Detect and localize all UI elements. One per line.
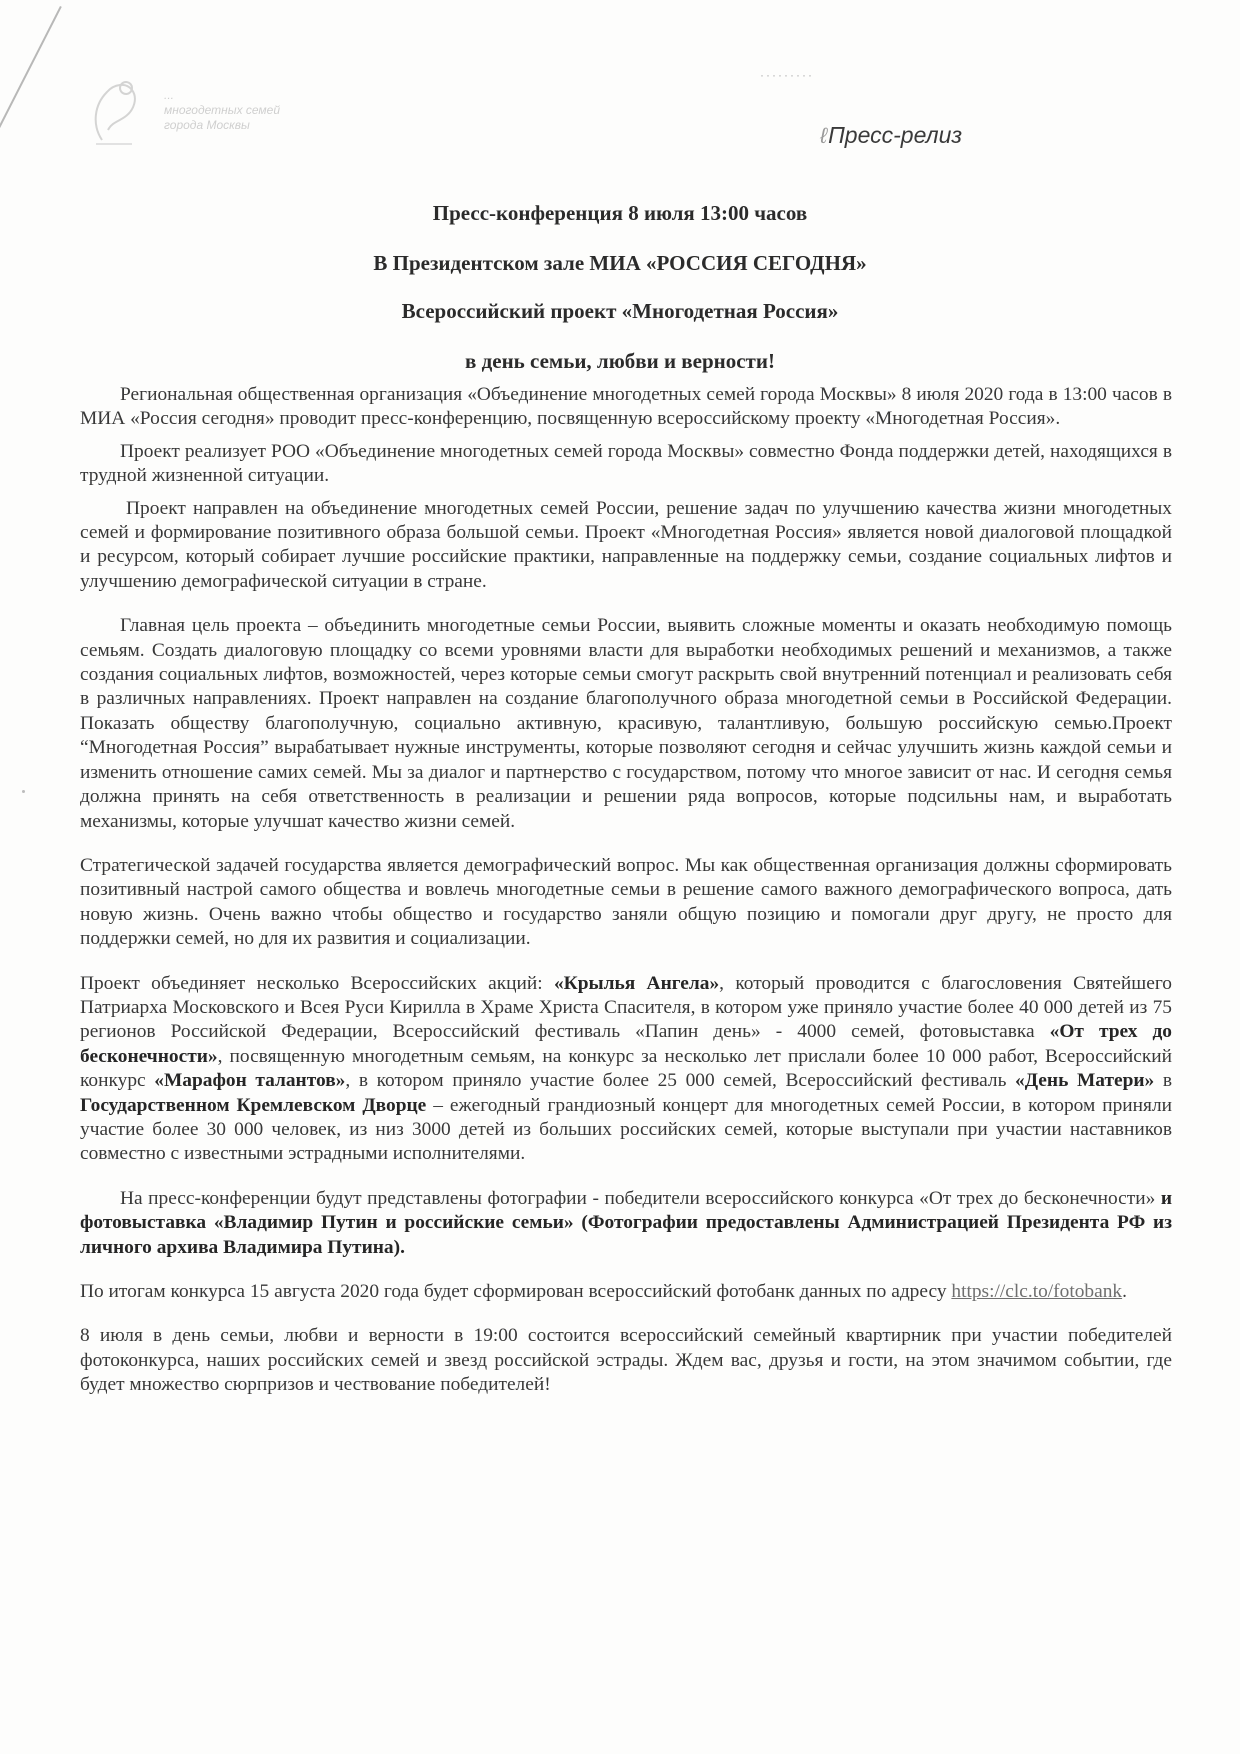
- paragraph-intro: Региональная общественная организация «Объединение многодетных семей города Москвы» 8 июля 2020 года в 13:00 часов в МИА «Россия сегодня» проводит пресс-конференцию, посвященную всероссийскому проекту «Многодетная Россия».: [80, 384, 1172, 430]
- logo-line-3: города Москвы: [164, 118, 250, 132]
- press-release-label: Пресс-релиз: [828, 122, 963, 148]
- paragraph-main-goal: Главная цель проекта – объединить многодетные семьи России, выявить сложные моменты и оказать необходимую помощь семьям. Создать диалоговую площадку со всеми уровнями власти для выработки необходимых решений и механизмов, а также создания социальных лифтов, возможностей, через которые семьи смогут раскрыть свой внутренний потенциал и реализовать себя в различных направлениях. Проект направлен на создание благополучного образа многодетной семьи в Российской Федерации. Показать обществу благополучную, социально активную, красивую, талантливую, большую российскую семью.Проект “Многодетная Россия” вырабатывает нужные инструменты, которые позволяют сегодня и сейчас улучшить жизнь каждой семьи и изменить отношение самих семей. Мы за диалог и партнерство с государством, потому что многое зависит от нас. И сегодня семья должна принять на себя ответственность в реализации и решении ряда вопросов, которые подсильны нам, и выработать механизмы, которые улучшат качество жизни семей.: [80, 615, 1172, 832]
- text-span: в: [1154, 1070, 1173, 1092]
- logo-line-2: многодетных семей: [164, 103, 281, 117]
- heading-date-time: Пресс-конференция 8 июля 13:00 часов: [432, 201, 808, 225]
- scan-speck: [22, 790, 25, 793]
- heading-venue: В Президентском зале МИА «РОССИЯ СЕГОДНЯ»: [373, 251, 867, 275]
- bold-action-talent-marathon: «Марафон талантов»: [154, 1070, 346, 1092]
- logo-text: [164, 88, 280, 133]
- bold-action-mothers-day: «День Матери»: [1015, 1070, 1155, 1092]
- faded-stamp: ·········: [760, 68, 814, 82]
- curl-icon: ℓ: [820, 123, 828, 148]
- paragraph-photobank: [80, 1280, 1172, 1304]
- press-release-tag: [820, 122, 962, 149]
- text-span: .: [1122, 1281, 1127, 1302]
- bold-photo-exhibition: и фотовыставка «Владимир Путин и российские семьи» (Фотографии предоставлены Администрацией Президента РФ из личного архива Владимира Путина).: [80, 1187, 1172, 1258]
- text-span: На пресс-конференции будут представлены фотографии - победители всероссийского конкурса «От трех до бесконечности»: [120, 1187, 1161, 1209]
- bold-action-three-to-infinity: «От трех до бесконечности»: [80, 1021, 1172, 1067]
- text-span: , в котором приняло участие более 25 000 семей, Всероссийский фестиваль: [345, 1070, 1016, 1092]
- paragraph-actions: [80, 972, 1172, 1167]
- paragraph-implementer: Проект реализует РОО «Объединение многодетных семей города Москвы» совместно Фонда поддержки детей, находящихся в трудной жизненной ситуации.: [80, 440, 1172, 487]
- photobank-link[interactable]: https://clc.to/fotobank: [951, 1281, 1123, 1302]
- organization-logo-icon: [82, 70, 152, 150]
- heading-project: Всероссийский проект «Многодетная Россия»: [401, 299, 839, 323]
- paragraph-strategy: Стратегической задачей государства является демографический вопрос. Мы как общественная организация должны сформировать позитивный настрой самого общества и вовлечь многодетные семьи в решение самого важного демографического вопроса, дать новую жизнь. Очень важно чтобы общество и государство заняли общую позицию и помогали друг другу, не просто для поддержки семей, но для их развития и социализации.: [80, 854, 1172, 950]
- bold-kremlin-palace: Государственном Кремлевском Дворце: [80, 1094, 427, 1116]
- organization-logo: [82, 70, 312, 150]
- text-span: – ежегодный грандиозный концерт для многодетных семей России, в котором приняли участие более 30 000 человек, из низ 3000 детей из больших российских семей, которые выступали при участии наставников совместно с известными эстрадными исполнителями.: [80, 1094, 1172, 1165]
- document-body: [80, 383, 1172, 1398]
- paragraph-event: 8 июля в день семьи, любви и верности в 19:00 состоится всероссийский семейный квартирник при участии победителей фотоконкурса, наших российских семей и звезд российской эстрады. Ждем вас, друзья и гости, на этом значимом событии, где будет множество сюрпризов и чествование победителей!: [80, 1325, 1172, 1396]
- paragraph-project-goal: Проект направлен на объединение многодетных семей России, решение задач по улучшению качества жизни многодетных семей и формирование позитивного образа большой семьи. Проект «Многодетная Россия» является новой диалоговой площадкой и ресурсом, который собирает лучшие российские практики, направленные на поддержку семьи, создание социальных лифтов и улучшению демографической ситуации в стране.: [80, 497, 1172, 592]
- text-span: , посвященную многодетным семьям, на конкурс за несколько лет прислали более 10 000 работ, Всероссийский конкурс: [80, 1045, 1172, 1092]
- paragraph-photos: [80, 1187, 1172, 1260]
- logo-line-1: ...: [164, 88, 175, 102]
- bold-action-angel-wings: «Крылья Ангела»: [553, 972, 720, 994]
- heading-occasion: в день семьи, любви и верности!: [465, 349, 775, 373]
- text-span: , который проводится с благословения Святейшего Патриарха Московского и Всея Руси Кирилла в Храме Христа Спасителя, в котором уже приняло участие более 40 000 детей из 75 регионов Российской Федерации, Всероссийский фестиваль «Папин день» - 4000 семей, фотовыставка: [80, 972, 1172, 1043]
- scan-edge-line: [0, 6, 62, 141]
- text-span: По итогам конкурса 15 августа 2020 года будет сформирован всероссийский фотобанк данных по адресу: [80, 1281, 952, 1302]
- text-span: Проект объединяет несколько Всероссийских акций:: [80, 972, 554, 994]
